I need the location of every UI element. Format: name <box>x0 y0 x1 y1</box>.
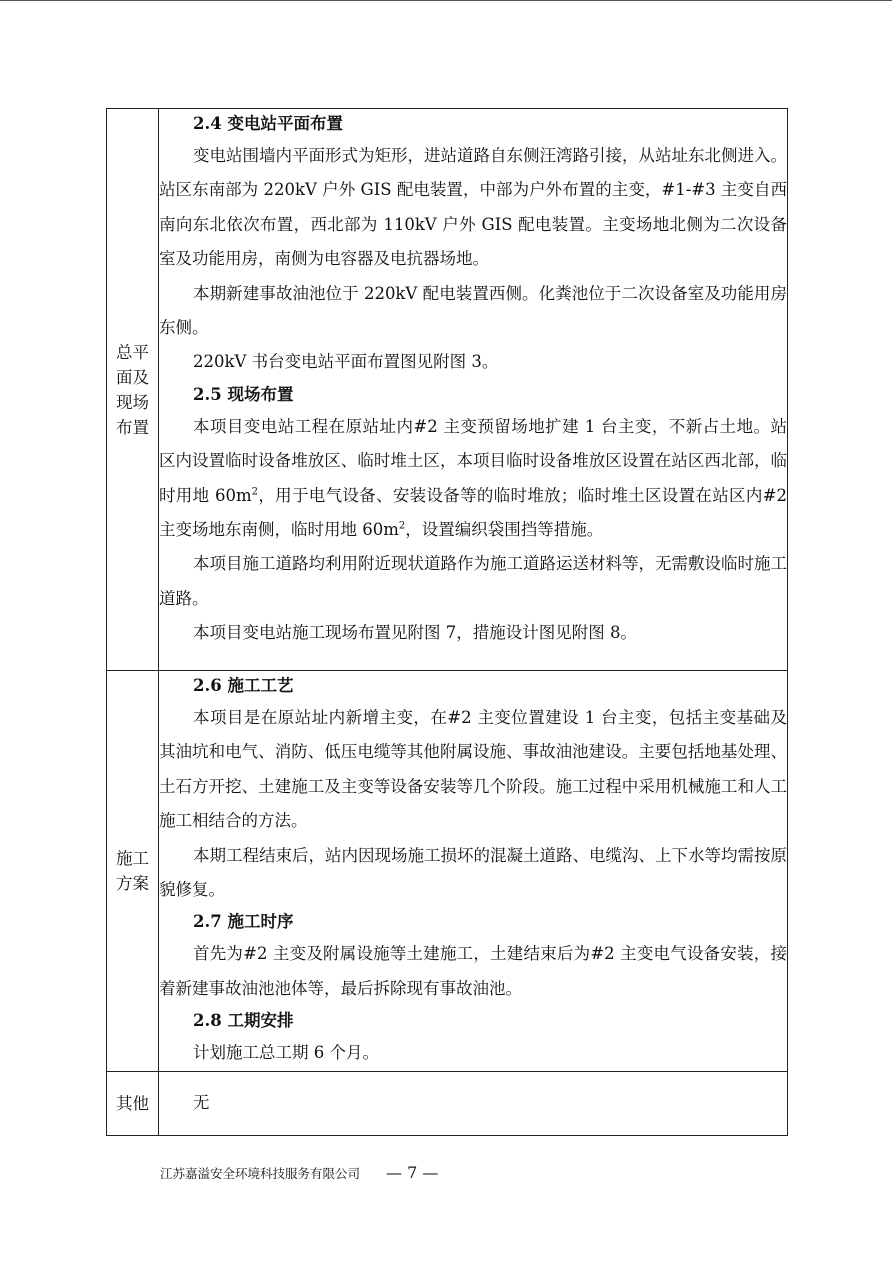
paragraph: 本期工程结束后，站内因现场施工损坏的混凝土道路、电缆沟、上下水等均需按原貌修复。 <box>159 845 787 900</box>
section-heading: 2.8 工期安排 <box>193 1011 294 1031</box>
paragraph: 220kV 书台变电站平面布置图见附图 3。 <box>193 352 499 372</box>
paragraph: 无 <box>193 1092 210 1112</box>
row-label: 总平面及现场布置 <box>107 109 159 671</box>
paragraph: 本项目施工道路均利用附近现状道路作为施工道路运送材料等，无需敷设临时施工道路。 <box>159 554 787 608</box>
company-name: 江苏嘉溢安全环境科技服务有限公司 <box>160 1165 361 1181</box>
paragraph: 变电站围墙内平面形式为矩形，进站道路自东侧汪湾路引接，从站址东北侧进入。站区东南部为 220kV 户外 GIS 配电装置，中部为户外布置的主变，#1-#3 主变自西南向东北依次布置，西北部为 110kV 户外 GIS 配电装置。主变场地北侧为二次设备室及功能用房，南侧为电容器及电抗器场地。 <box>159 146 787 269</box>
paragraph: 本期新建事故油池位于 220kV 配电装置西侧。化粪池位于二次设备室及功能用房东侧。 <box>159 283 787 338</box>
paragraph: 本项目变电站施工现场布置见附图 7，措施设计图见附图 8。 <box>193 623 637 643</box>
paragraph: 本项目是在原站址内新增主变，在#2 主变位置建设 1 台主变，包括主变基础及其油坑和电气、消防、低压电缆等其他附属设施、事故油池建设。主要包括地基处理、土石方开挖、土建施工及主变等设备安装等几个阶段。施工过程中采用机械施工和人工施工相结合的方法。 <box>159 708 787 831</box>
section-heading: 2.7 施工时序 <box>193 912 294 932</box>
row-content <box>159 1071 788 1135</box>
page-number: — 7 — <box>386 1163 439 1182</box>
row-content <box>159 671 788 1072</box>
page-footer <box>160 1163 760 1182</box>
section-heading: 2.4 变电站平面布置 <box>193 114 343 133</box>
section-heading: 2.5 现场布置 <box>193 384 294 404</box>
section-heading: 2.6 施工工艺 <box>193 676 294 695</box>
paragraph: 首先为#2 主变及附属设施等土建施工，土建结束后为#2 主变电气设备安装，接着新建事故油池池体等，最后拆除现有事故油池。 <box>159 944 787 998</box>
table-row <box>107 1071 788 1135</box>
content-table <box>106 108 788 1136</box>
row-label: 其他 <box>107 1071 159 1135</box>
paragraph: 计划施工总工期 6 个月。 <box>193 1043 379 1063</box>
table-row <box>107 671 788 1072</box>
top-rule <box>0 0 892 1</box>
paragraph: 本项目变电站工程在原站址内#2 主变预留场地扩建 1 台主变，不新占土地。站区内设置临时设备堆放区、临时堆土区，本项目临时设备堆放区设置在站区西北部，临时用地 $60m^2$，用于电气设备、安装设备等的临时堆放；临时堆土区设置在站区内#2 主变场地东南侧，临时用地 $60m^2$，设置编织袋围挡等措施。 <box>159 416 787 540</box>
table-row <box>107 109 788 671</box>
row-content <box>159 109 788 671</box>
row-label: 施工方案 <box>107 671 159 1072</box>
